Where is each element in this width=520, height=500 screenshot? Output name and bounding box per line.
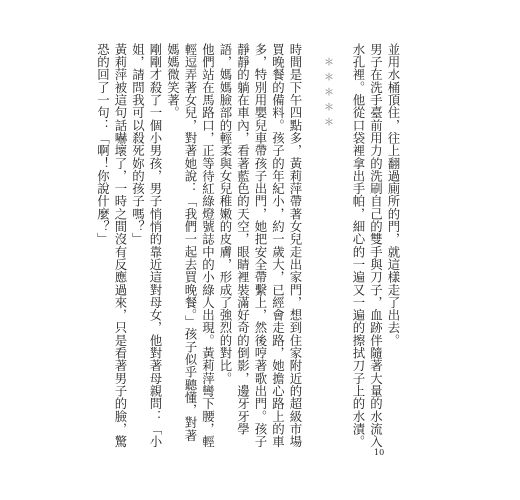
paragraph-6: 黃莉萍被這句話嚇壞了，一時之間沒有反應過來，只是看著男子的臉，驚恐的回了一句：「啊！你說什麼？」 [95,43,128,448]
paragraph-2: 男子在洗手臺前用力的洗刷自己的雙手與刀子，血跡伴隨著大量的水流入水孔裡。他從口袋裡拿出手帕，細心的一遍又一遍的擦拭刀子上的水漬。 [351,43,384,448]
paragraph-5: 剛剛才殺了一個小男孩，男子悄悄的靠近這對母女，他對著母親問：「小姐，請問我可以殺死妳的孩子嗎？」 [130,43,163,448]
paragraph-3: 時間是下午四點多，黃莉萍帶著女兒走出家門，想到住家附近的超級市場買晚餐的備料。孩子的年紀小，約一歲大，已經會走路，她擔心路上的車多，特別用嬰兒車帶孩子出門，她把安全帶繫上，然後哼著歌出門。孩子靜靜的躺在車內，看著藍色的天空，眼睛裡裝滿好奇的倒影，邊牙牙學語，媽媽臉部的輕柔與女兒稚嫩的皮膚，形成了強烈的對比。 [218,43,303,448]
paragraph-4: 他們站在馬路口，正等待紅綠燈號誌中的小綠人出現。黃莉萍彎下腰，輕輕逗弄著女兒，對著她說：「我們一起去買晚餐。」孩子似乎聽懂，對著媽媽微笑著。 [165,43,216,448]
vertical-text-block [92,43,402,453]
paragraph-1: 並用水桶頂住，往上翻過廁所的門，就這樣走了出去。 [386,43,401,347]
section-divider: ＊＊＊＊＊ [321,57,333,132]
page-number: 10 [374,448,385,457]
